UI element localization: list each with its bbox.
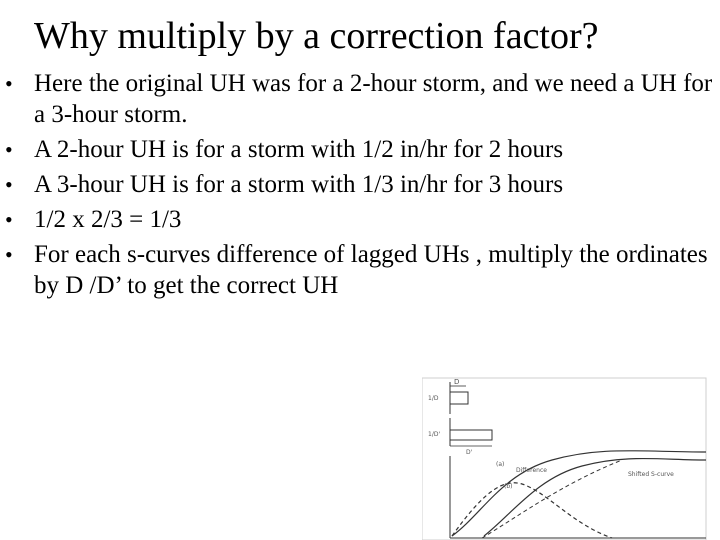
label-b: (b) [504, 483, 513, 490]
bullet-text: For each s-curves difference of lagged UHs , multiply the ordinates by D /D’ to get the correct UH [34, 241, 708, 299]
bullet-item [0, 134, 720, 165]
bullet-text: Here the original UH was for a 2-hour storm, and we need a UH for a 3-hour storm. [34, 70, 713, 128]
s-curve-diagram [422, 374, 712, 540]
bullet-item [0, 169, 720, 200]
bullet-dot: • [5, 242, 13, 267]
bullet-dot: • [5, 71, 13, 96]
label-difference: Difference [516, 467, 547, 474]
label-1-over-d-prime: 1/D' [428, 431, 441, 438]
bullet-item [0, 239, 720, 301]
slide-title: Why multiply by a correction factor? [34, 15, 599, 57]
label-a: (a) [496, 461, 505, 468]
label-shifted-s-curve: Shifted S-curve [628, 471, 674, 478]
s-curve-figure [422, 374, 712, 540]
bullet-dot: • [5, 172, 13, 197]
label-d: D [454, 378, 460, 386]
label-d-prime: D' [466, 449, 473, 456]
bullet-dot: • [5, 137, 13, 162]
bullet-text: 1/2 x 2/3 = 1/3 [34, 206, 182, 233]
bullet-text: A 3-hour UH is for a storm with 1/3 in/hr for 3 hours [34, 171, 564, 198]
bullet-dot: • [5, 207, 13, 232]
label-1-over-d: 1/D [428, 395, 439, 402]
bullet-item [0, 204, 720, 235]
bullet-text: A 2-hour UH is for a storm with 1/2 in/hr for 2 hours [34, 136, 564, 163]
bullet-item [0, 68, 720, 130]
bullet-list [0, 68, 720, 305]
